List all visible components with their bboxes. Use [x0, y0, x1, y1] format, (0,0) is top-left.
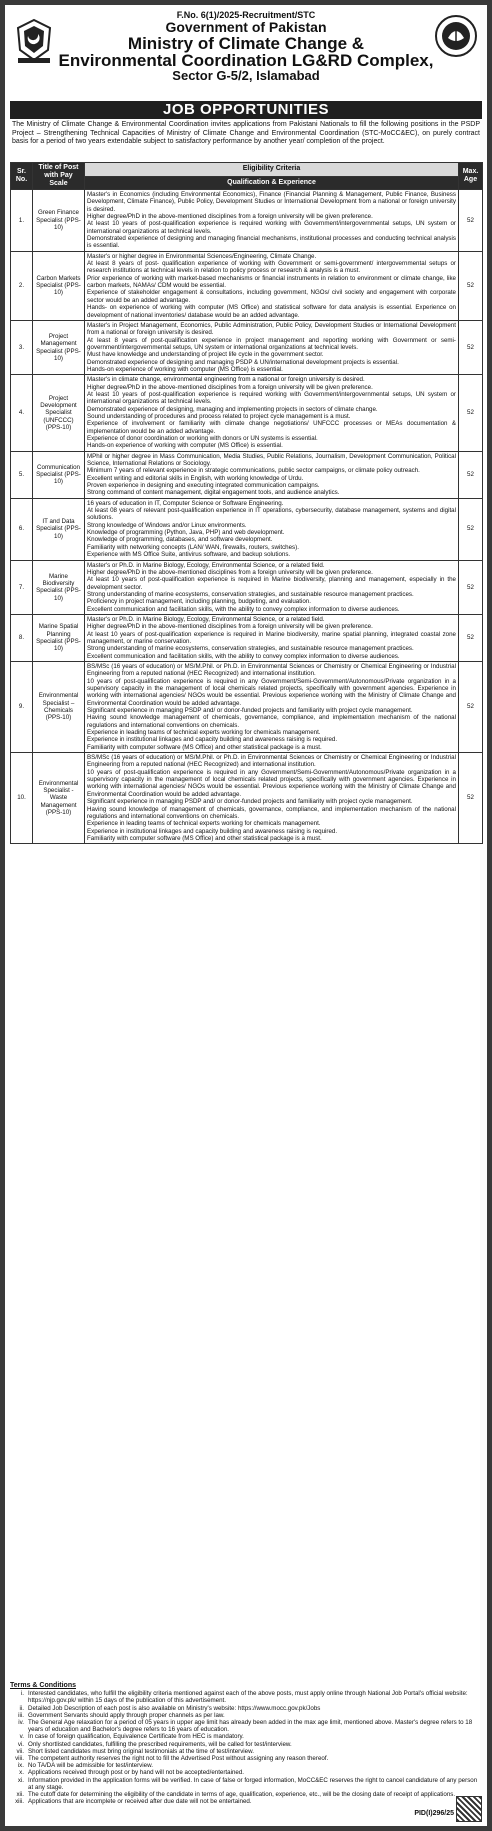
- row-post-title: Project Development Specialist (UNFCCC) (PPS-10): [33, 375, 85, 451]
- row-criteria: [85, 753, 459, 844]
- ministry-title-line2: Environmental Coordination LG&RD Complex,: [58, 51, 434, 70]
- criteria-line: Familiarity with networking concepts (LAN/ WAN, firewalls, routers, switches).: [87, 543, 299, 551]
- border-left: [0, 0, 5, 1831]
- criteria-line: At least 8 years of post-qualification experience in project management and reporting working with Government or semi-government/intergovernmental setups, UN system or international organizations at technical levels.: [87, 336, 456, 351]
- row-sr-number: 10.: [11, 753, 33, 844]
- term-text: The competent authority reserves the right not to fill the Advertised Post without assigning any reason thereof.: [28, 1755, 329, 1763]
- criteria-line: At least 10 years of post-qualification experience is required working with Government/intergovernmental setups, UN system or international organizations at technical levels.: [87, 220, 456, 235]
- criteria-line: Significant experience in managing PSDP and/ or donor-funded projects and familiarity with project cycle management.: [87, 707, 413, 715]
- row-max-age: 52: [459, 190, 483, 252]
- pid-code: PID(I)296/25: [414, 1810, 454, 1817]
- criteria-line: Experience in institutional linkages and capacity building and awareness raising is required.: [87, 827, 338, 835]
- row-criteria: [85, 251, 459, 320]
- term-text: Information provided in the application forms will be verified. In case of false or forged information, MoCC&EC reserves the right to cancel candidature of any person at any stage.: [28, 1776, 478, 1791]
- criteria-line: Proficiency in project management, including planning, budgeting, and evaluation.: [87, 598, 311, 606]
- table-row: [11, 661, 483, 752]
- term-item: [10, 1690, 482, 1704]
- criteria-line: BS/MSc (16 years of education) or MS/M.Phil. or Ph.D. in Environmental Sciences or Chemistry or Chemical Engineering or Industrial Engineering from a reputed national (HEC Recognized) and international institution.: [87, 662, 456, 678]
- criteria-line: At least 8 years of post- qualification experience of working with Government or semi-government/ intergovernmental setups or research institutions at technical levels in relation to policy process or research & analysis is a must.: [87, 260, 456, 275]
- criteria-line: Experience with MS Office Suite, antivirus software, and backup solutions.: [87, 551, 291, 559]
- criteria-line: Minimum 7 years of relevant experience in strategic communications, public sector campaigns, or climate policy outreach.: [87, 467, 420, 475]
- criteria-line: Knowledge of programming, databases, and software development.: [87, 536, 273, 544]
- criteria-line: Prior experience of working with market-based mechanisms or financial instruments in relation to environment or climate change, like carbon markets, NAMAs/ CDM would be essential.: [87, 274, 456, 290]
- term-item: [10, 1748, 482, 1755]
- criteria-line: Familiarity with computer software (MS Office) and other statistical package is a must.: [87, 743, 322, 751]
- government-title: Government of Pakistan: [165, 19, 327, 35]
- criteria-line: At least 08 years of relevant post-qualification experience in IT operations, cybersecurity, database management, systems and digital solutions.: [87, 507, 456, 522]
- criteria-line: BS/MSc (16 years of education) or MS/M.Phil. or Ph.D. in Environmental Sciences or Chemistry or Chemical Engineering or Industrial Engineering from a reputed national (HEC Recognized) and international institution.: [87, 754, 456, 769]
- row-sr-number: 8.: [11, 614, 33, 661]
- term-number: xi.: [17, 1776, 24, 1784]
- term-text: Government Servants should apply through proper channels as per law.: [28, 1711, 225, 1719]
- term-item: [10, 1741, 482, 1748]
- criteria-line: Hands-on experience of working with computer (MS Office) is essential.: [87, 442, 283, 450]
- state-emblem-icon: [12, 16, 56, 66]
- row-criteria: [85, 614, 459, 661]
- border-bottom: [0, 1826, 492, 1831]
- row-post-title: Green Finance Specialist (PPS-10): [33, 190, 85, 252]
- term-item: [10, 1769, 482, 1776]
- criteria-line: Higher degree/PhD in the above-mentioned disciplines from a foreign university will be given preference.: [87, 213, 373, 221]
- file-number: F.No. 6(1)/2025-Recruitment/STC: [176, 10, 316, 20]
- criteria-line: 10 years of post-qualification experience is required in any Government/Semi-Government/Autonomous/Private organization in a supervisory capacity in the management of local chemicals related projects, specifically with government agencies. Experience in working with international agencies/ NGOs would be essential. Previous experience working with the Ministry of Climate Change and Environmental Coordination would be added advantage.: [87, 768, 456, 798]
- criteria-line: Master's in climate change, environmental engineering from a national or foreign university is desired.: [87, 376, 365, 384]
- criteria-line: Having sound knowledge of management of chemicals, governance, compliance, and implementation mechanism of the national regulations and international conventions on chemicals.: [87, 805, 456, 820]
- row-post-title: Carbon Markets Specialist (PPS-10): [33, 251, 85, 320]
- row-post-title: IT and Data Specialist (PPS-10): [33, 498, 85, 560]
- row-post-title: Marine Spatial Planning Specialist (PPS-10): [33, 614, 85, 661]
- term-text: Applications that are incomplete or received after due date will not be entertained.: [28, 1798, 252, 1806]
- criteria-line: Excellent writing and editorial skills in English, with working knowledge of Urdu.: [87, 474, 304, 482]
- criteria-line: Experience in leading teams of technical experts working for chemicals management.: [87, 820, 321, 828]
- job-opportunities-banner: JOB OPPORTUNITIES: [10, 101, 482, 119]
- col-qualification-header: Qualification & Experience: [85, 176, 459, 190]
- row-sr-number: 6.: [11, 498, 33, 560]
- term-number: v.: [19, 1733, 24, 1741]
- criteria-line: Familiarity with computer software (MS Office) and other statistical package is a must.: [87, 834, 322, 842]
- criteria-line: Sound understanding of procedures and process related to project cycle management is a must.: [87, 412, 351, 420]
- criteria-line: Master's in Economics (including Environmental Economics), Finance (Financial Planning & Management, Public Finance, Business Development, Climate Finance), Public Policy, Development Studies or International Development from a national or foreign university is desired.: [87, 191, 456, 213]
- border-right: [487, 0, 492, 1831]
- term-text: In case of foreign qualification, Equivalence Certificate from HEC is mandatory.: [28, 1733, 244, 1741]
- term-text: The General Age relaxation for a period of 05 years in upper age limit has already been added in the max age limit, mentioned above. Master's degree refers to 18 years of education and Bachelor's degree refers to 16 years of education.: [28, 1719, 473, 1734]
- table-row: [11, 251, 483, 320]
- row-sr-number: 1.: [11, 190, 33, 252]
- term-item: [10, 1719, 482, 1733]
- term-number: vii.: [16, 1747, 24, 1755]
- row-max-age: 52: [459, 320, 483, 374]
- table-row: [11, 451, 483, 498]
- term-item: [10, 1762, 482, 1769]
- term-text: Applications received through post or by hand will not be accepted/entertained.: [28, 1769, 245, 1777]
- terms-section: [10, 1682, 482, 1805]
- term-item: [10, 1755, 482, 1762]
- terms-list: [10, 1690, 482, 1805]
- criteria-line: Strong knowledge of Windows and/or Linux environments.: [87, 521, 247, 529]
- table-row: [11, 190, 483, 252]
- term-item: [10, 1705, 482, 1712]
- row-sr-number: 3.: [11, 320, 33, 374]
- criteria-line: MPhil or higher degree in Mass Communication, Media Studies, Public Relations, Journalism, Development Communication, Political Science, International Relations or Sociology.: [87, 452, 456, 468]
- border-top: [0, 0, 492, 5]
- criteria-line: Demonstrated experience of designing and managing financial mechanisms, institutional processes and conducting technical analysis is essential.: [87, 235, 456, 250]
- row-max-age: 52: [459, 498, 483, 560]
- ministry-title-line1: Ministry of Climate Change &: [127, 34, 365, 53]
- row-sr-number: 4.: [11, 375, 33, 451]
- criteria-line: Strong understanding of marine ecosystems, conservation strategies, and sustainable resource management practices.: [87, 590, 414, 598]
- term-number: x.: [19, 1769, 24, 1777]
- criteria-line: Demonstrated experience of designing and managing PSDP & UN/international development projects is essential.: [87, 358, 399, 366]
- criteria-line: Master's or Ph.D. in Marine Biology, Ecology, Environmental Science, or a related field.: [87, 615, 325, 623]
- criteria-line: Proven experience in designing and executing integrated communication campaigns.: [87, 482, 320, 490]
- row-post-title: Marine Biodiversity Specialist (PPS-10): [33, 560, 85, 614]
- term-item: [10, 1777, 482, 1791]
- term-text: Short listed candidates must bring original testimonials at the time of test/interview.: [28, 1747, 254, 1755]
- criteria-line: Experience in leading teams of technical experts working for chemicals management.: [87, 729, 321, 737]
- jobs-table: [10, 162, 483, 844]
- row-max-age: 52: [459, 614, 483, 661]
- row-post-title: Environmental Specialist – Chemicals (PPS-10): [33, 661, 85, 752]
- criteria-line: Master's or Ph.D. in Marine Biology, Ecology, Environmental Science, or a related field.: [87, 561, 325, 569]
- table-row: [11, 560, 483, 614]
- criteria-line: Must have knowledge and understanding of project life cycle in the government sector.: [87, 351, 324, 359]
- criteria-line: Demonstrated experience of designing, managing and implementing projects in sectors of climate change.: [87, 405, 378, 413]
- criteria-line: Higher degree/PhD in the above-mentioned disciplines from a foreign university will be given preference.: [87, 623, 373, 631]
- row-criteria: [85, 320, 459, 374]
- term-item: [10, 1798, 482, 1805]
- row-post-title: Project Management Specialist (PPS-10): [33, 320, 85, 374]
- term-text: No TA/DA will be admissible for test/interview.: [28, 1762, 153, 1770]
- terms-title: Terms & Conditions: [10, 1682, 76, 1689]
- criteria-line: Strong understanding of marine ecosystems, conservation strategies, and sustainable resource management practices.: [87, 645, 414, 653]
- col-eligibility-header: Eligibility Criteria: [85, 163, 459, 177]
- row-max-age: 52: [459, 451, 483, 498]
- criteria-line: Higher degree/PhD in the above-mentioned disciplines from a foreign university will be given preference.: [87, 383, 373, 391]
- term-text: Only shortlisted candidates, fulfilling the prescribed requirements, will be called for test/interview.: [28, 1740, 292, 1748]
- row-criteria: [85, 498, 459, 560]
- row-criteria: [85, 190, 459, 252]
- table-row: [11, 375, 483, 451]
- criteria-line: At least 10 years of post-qualification experience is required in Marine biodiversity, planning and management, especially in the development sector.: [87, 576, 456, 591]
- row-post-title: Environmental Specialist - Waste Management (PPS-10): [33, 753, 85, 844]
- criteria-line: Hands-on experience of working with computer (MS Office) is essential.: [87, 365, 283, 373]
- term-text: Interested candidates, who fulfill the eligibility criteria mentioned against each of the above posts, must apply online through National Job Portal's official website: https://njp.gov.pk/ within 15 days of the publication of this advertisement.: [28, 1690, 468, 1705]
- table-row: [11, 498, 483, 560]
- row-criteria: [85, 560, 459, 614]
- row-max-age: 52: [459, 375, 483, 451]
- criteria-line: Experience in institutional linkages and capacity building and awareness raising is required.: [87, 736, 338, 744]
- col-age-header: Max. Age: [459, 163, 483, 190]
- criteria-line: Master's or higher degree in Environmental Sciences/Engineering, Climate Change.: [87, 252, 317, 260]
- row-criteria: [85, 661, 459, 752]
- table-row: [11, 320, 483, 374]
- criteria-line: Knowledge of programming (Python, Java, PHP) and web development.: [87, 529, 285, 537]
- row-sr-number: 5.: [11, 451, 33, 498]
- intro-paragraph: The Ministry of Climate Change & Environmental Coordination invites applications from Pakistani Nationals to fill the following positions in the PSDP Project – Strengthening Technical Capacities of Ministry of Climate Change and Environmental Coordination (STC-MoCC&EC), on purely contract basis for a period of two years extendable subject to satisfactory performance by another year/ completion of the project.: [12, 121, 480, 146]
- row-post-title: Communication Specialist (PPS-10): [33, 451, 85, 498]
- term-item: [10, 1733, 482, 1740]
- term-item: [10, 1712, 482, 1719]
- criteria-line: Excellent communication and facilitation skills, with the ability to convey complex information to diverse audiences.: [87, 652, 400, 660]
- row-sr-number: 2.: [11, 251, 33, 320]
- row-max-age: 52: [459, 560, 483, 614]
- header: [10, 8, 482, 100]
- ministry-logo-icon: [434, 14, 478, 58]
- jobs-table-body: [11, 190, 483, 844]
- criteria-line: At least 10 years of post-qualification experience is required working with Government/intergovernmental setups, UN system or international organizations at technical levels.: [87, 390, 456, 406]
- row-max-age: 52: [459, 753, 483, 844]
- term-number: ix.: [17, 1762, 24, 1770]
- term-number: iv.: [18, 1719, 24, 1727]
- term-number: viii.: [15, 1755, 24, 1763]
- criteria-line: 10 years of post-qualification experience is required in any Government/Semi-Government/Autonomous/Private organization in a supervisory capacity in the management of local chemicals related projects, specifically with government agencies. Experience in working with international agencies/ NGOs would be essential. Previous experience working with the Ministry of Climate Change and Environmental Coordination would be added advantage.: [87, 677, 456, 707]
- term-number: vi.: [17, 1740, 24, 1748]
- term-number: i.: [20, 1690, 24, 1698]
- term-number: iii.: [18, 1711, 24, 1719]
- qr-code-icon: [456, 1796, 482, 1822]
- row-max-age: 52: [459, 251, 483, 320]
- criteria-line: At least 10 years of post-qualification experience is required in Marine biodiversity, marine spatial planning, integrated coastal zone management, or marine conservation.: [87, 630, 456, 645]
- criteria-line: Significant experience in managing PSDP and/ or donor-funded projects and familiarity with project cycle management.: [87, 798, 413, 806]
- term-number: xiii.: [15, 1798, 24, 1806]
- criteria-line: Experience of stakeholder engagement & consultations, including government, NGOs/ civil society and engagement with corporate sector would be an added advantage.: [87, 289, 456, 304]
- criteria-line: Having sound knowledge management of chemicals, governance, compliance, and implementation mechanism of the national regulations and international conventions on chemicals.: [87, 714, 456, 729]
- row-criteria: [85, 375, 459, 451]
- criteria-line: Excellent communication and facilitation skills, with the ability to convey complex information to diverse audiences.: [87, 605, 400, 613]
- row-sr-number: 9.: [11, 661, 33, 752]
- col-sr-header: Sr. No.: [11, 163, 33, 190]
- criteria-line: Experience of donor coordination or working with donors or UN systems is essential.: [87, 435, 318, 442]
- term-item: [10, 1791, 482, 1798]
- criteria-line: Experience of involvement or familiarity with climate change negotiations/ UNFCCC processes or MEAs documentation & implementation would be an added advantage.: [87, 420, 456, 435]
- criteria-line: Strong command of content management, digital engagement tools, and audience analytics.: [87, 489, 340, 497]
- table-row: [11, 753, 483, 844]
- col-title-header: Title of Post with Pay Scale: [33, 163, 85, 190]
- term-text: The cutoff date for determining the eligibility of the candidate in terms of age, qualification, experience, etc., will be the closing date of receipt of applications.: [28, 1791, 456, 1799]
- criteria-line: 16 years of education in IT, Computer Science or Software Engineering.: [87, 499, 284, 507]
- row-max-age: 52: [459, 661, 483, 752]
- criteria-line: Master's in Project Management, Economics, Public Administration, Public Policy, Development Studies or International Development from a national or foreign university is desired.: [87, 321, 456, 337]
- table-row: [11, 614, 483, 661]
- term-number: xii.: [16, 1791, 24, 1799]
- criteria-line: Higher degree/PhD in the above-mentioned disciplines from a foreign university will be given preference.: [87, 568, 373, 576]
- criteria-line: Hands- on experience of working with computer (MS Office) and statistical software for data analysis is essential. Experience on development of national inventories/ database would be an added advantage.: [87, 304, 456, 319]
- term-text: Detailed Job Description of each post is also available on Ministry's website: https://www.mocc.gov.pk/Jobs: [28, 1704, 321, 1712]
- term-number: ii.: [19, 1704, 24, 1712]
- row-sr-number: 7.: [11, 560, 33, 614]
- row-criteria: [85, 451, 459, 498]
- address-sector: Sector G-5/2, Islamabad: [172, 68, 320, 83]
